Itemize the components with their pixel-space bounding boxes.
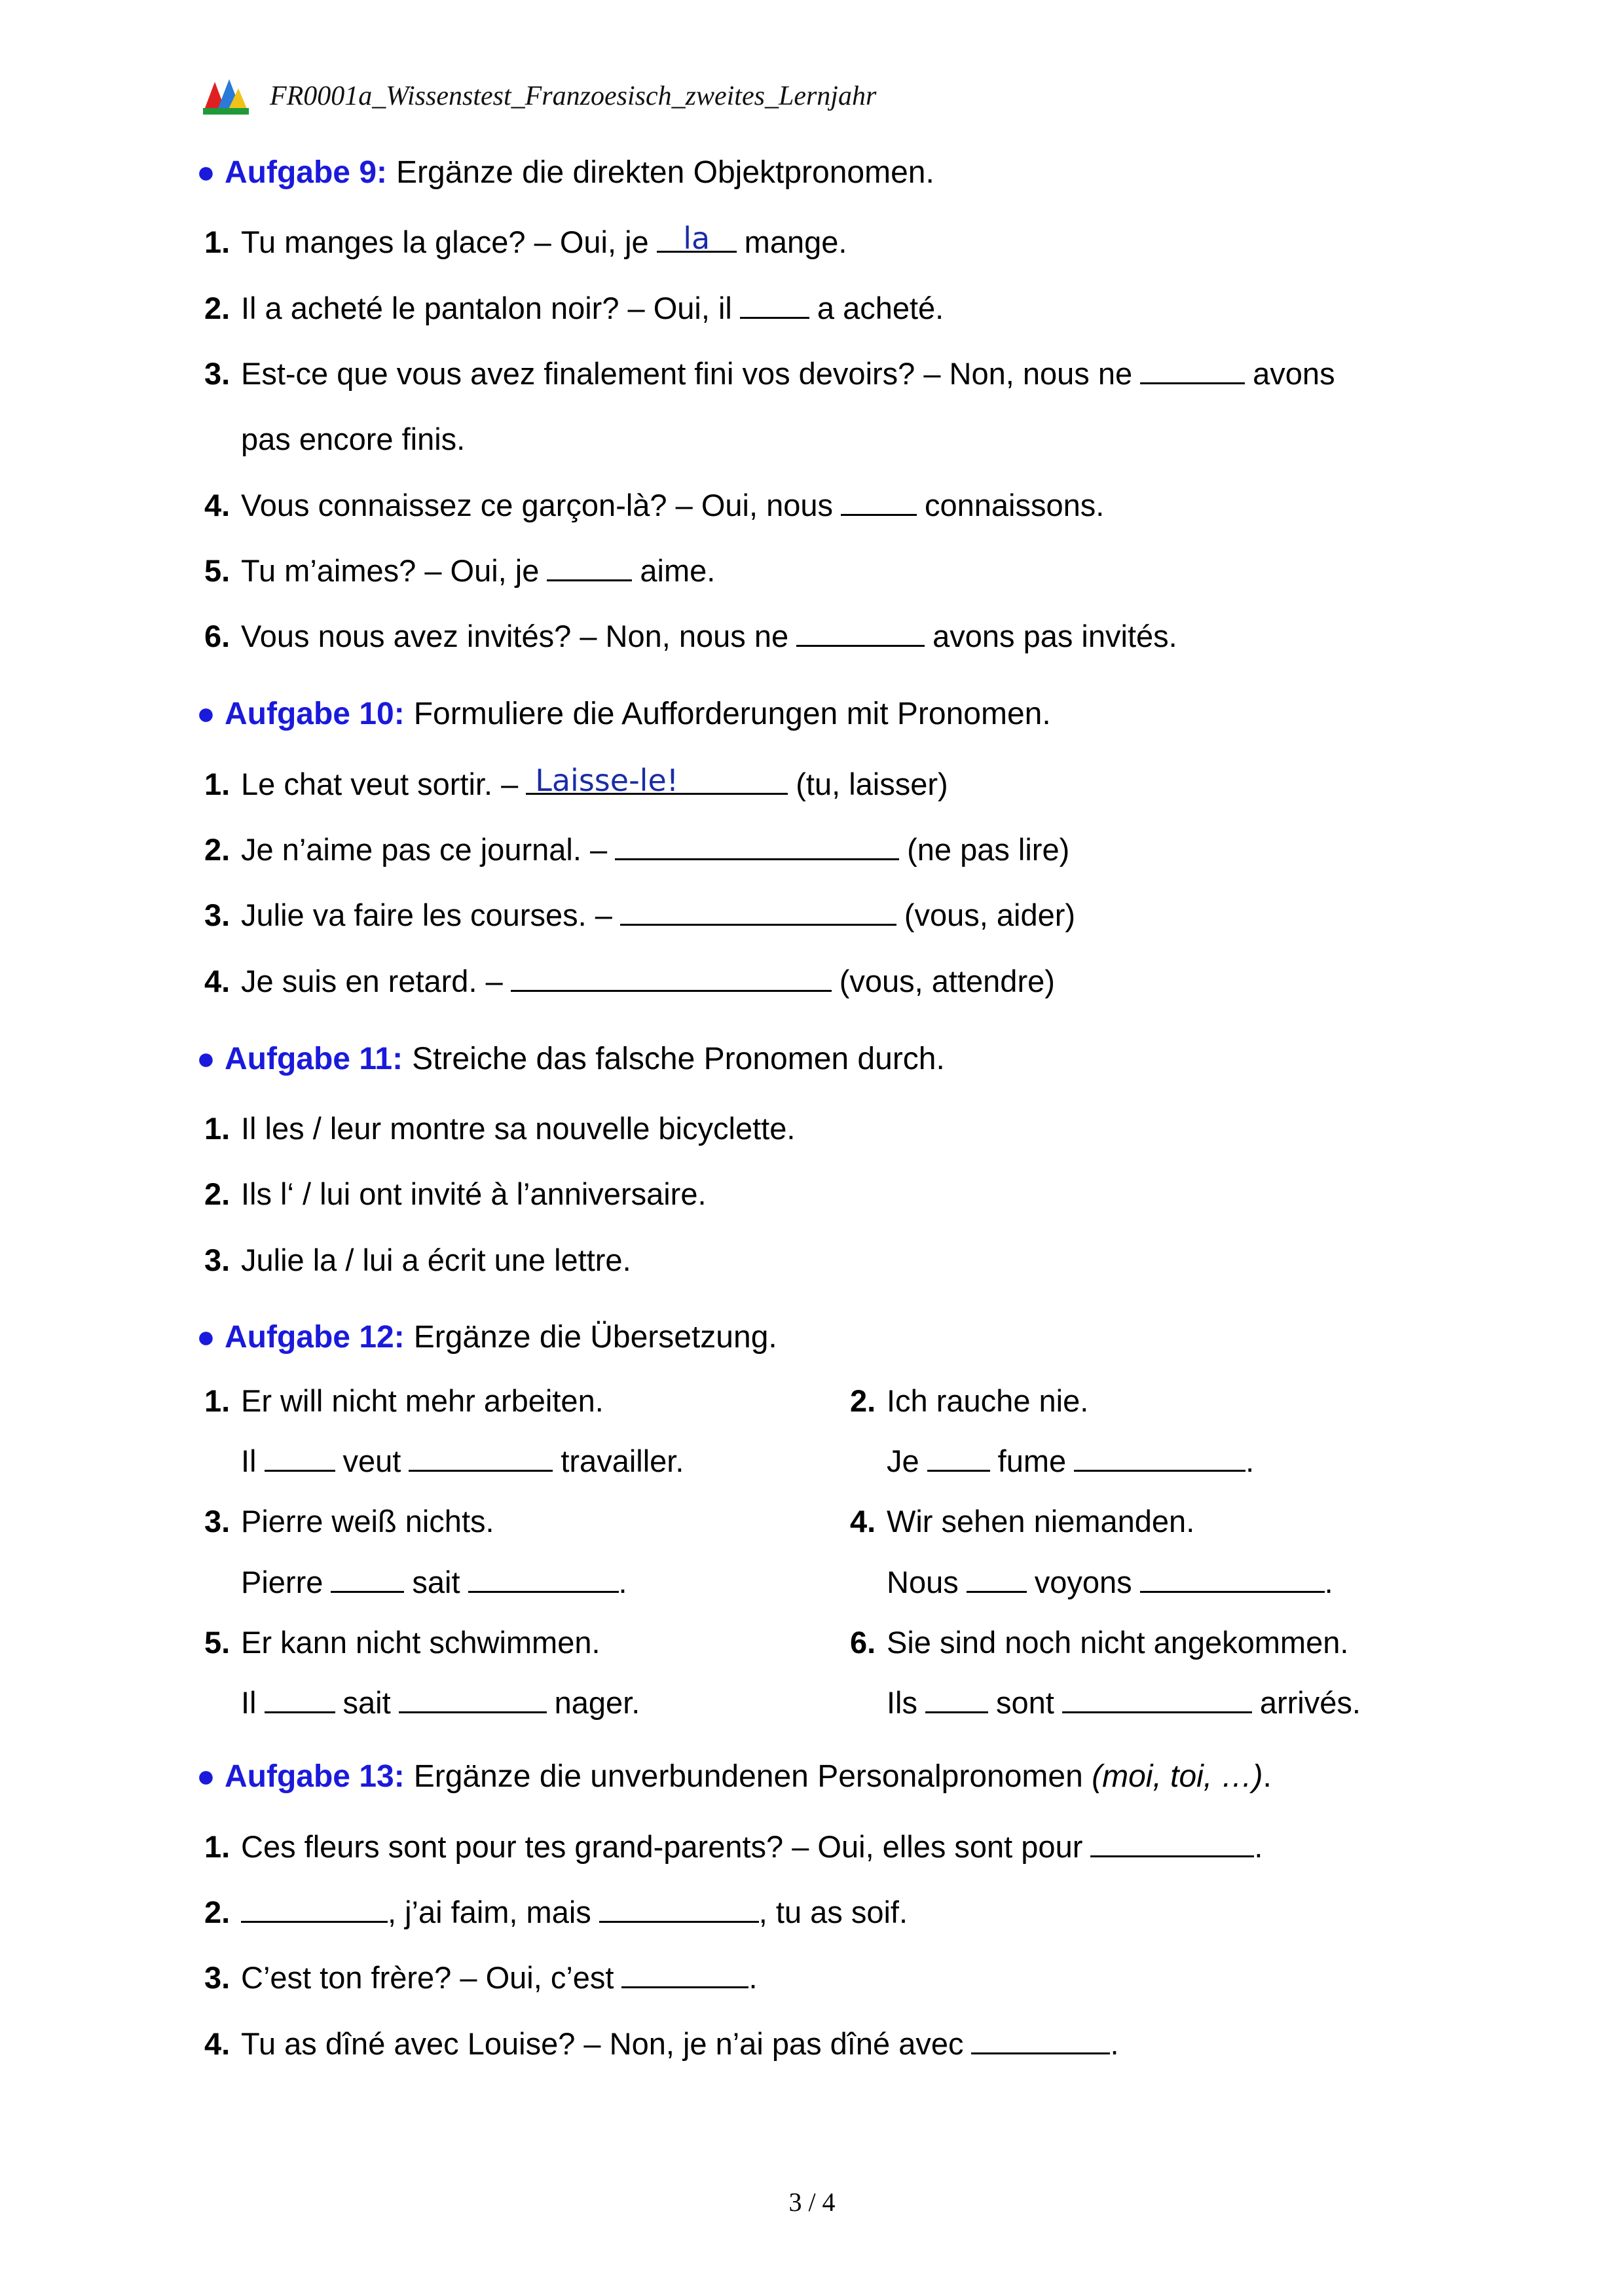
task-11-item-3: 3. Julie la / lui a écrit une lettre.: [204, 1243, 631, 1277]
answer-blank[interactable]: [526, 763, 788, 798]
task-12-item-2-german: 2. Ich rauche nie.: [850, 1383, 1089, 1418]
answer-blank[interactable]: [971, 2026, 1110, 2054]
task-12-item-5-french: Il sait nager.: [241, 1685, 640, 1720]
page-number: 3 / 4: [788, 2187, 836, 2217]
answer-blank[interactable]: [399, 1685, 547, 1713]
answer-blank[interactable]: [967, 1565, 1027, 1593]
task-9-item-2: 2. Il a acheté le pantalon noir? – Oui, il a acheté.: [204, 291, 944, 325]
answer-blank[interactable]: [1140, 356, 1245, 384]
handwritten-answer: la: [683, 221, 710, 256]
task-11-item-2: 2. Ils l‘ / lui ont invité à l’anniversaire.: [204, 1176, 707, 1211]
logo-icon: [202, 77, 250, 116]
page-header: [202, 73, 876, 119]
task-12-item-2-french: Je fume .: [887, 1444, 1255, 1478]
task-9-item-6: 6. Vous nous avez invités? – Non, nous ne avons pas invités.: [204, 619, 1177, 653]
answer-blank[interactable]: [796, 619, 925, 647]
answer-blank[interactable]: [265, 1444, 335, 1472]
answer-blank[interactable]: [1090, 1829, 1254, 1857]
answer-blank[interactable]: [265, 1685, 335, 1713]
answer-blank[interactable]: [241, 1895, 388, 1923]
answer-blank[interactable]: [927, 1444, 990, 1472]
task-12-item-3-french: Pierre sait .: [241, 1565, 627, 1599]
task-12-title: ● Aufgabe 12: Ergänze die Übersetzung.: [196, 1320, 777, 1355]
answer-blank[interactable]: [331, 1565, 404, 1593]
task-9-item-3-continued: pas encore finis.: [241, 422, 466, 456]
answer-blank[interactable]: [511, 964, 832, 992]
task-13-item-3: 3. C’est ton frère? – Oui, c’est .: [204, 1960, 758, 1995]
task-9-item-5: 5. Tu m’aimes? – Oui, je aime.: [204, 553, 716, 588]
answer-blank[interactable]: [468, 1565, 619, 1593]
task-9-item-3: 3. Est-ce que vous avez finalement fini vos devoirs? – Non, nous ne avons: [204, 356, 1335, 391]
task-12-item-1-french: Il veut travailler.: [241, 1444, 684, 1478]
task-9-item-1: 1. Tu manges la glace? – Oui, je la mange.: [204, 221, 847, 259]
task-12-item-4-french: Nous voyons .: [887, 1565, 1333, 1599]
answer-blank[interactable]: [599, 1895, 759, 1923]
task-12-item-6-german: 6. Sie sind noch nicht angekommen.: [850, 1625, 1349, 1660]
task-10-item-3: 3. Julie va faire les courses. – (vous, aider): [204, 898, 1076, 932]
answer-blank[interactable]: [547, 553, 632, 581]
task-11-title: ● Aufgabe 11: Streiche das falsche Pronomen durch.: [196, 1042, 945, 1076]
task-10-item-4: 4. Je suis en retard. – (vous, attendre): [204, 964, 1055, 998]
answer-blank[interactable]: [925, 1685, 988, 1713]
task-9-item-4: 4. Vous connaissez ce garçon-là? – Oui, nous connaissons.: [204, 488, 1105, 522]
task-12-item-6-french: Ils sont arrivés.: [887, 1685, 1361, 1720]
task-13-item-2: 2. , j’ai faim, mais , tu as soif.: [204, 1895, 908, 1929]
task-10-item-1: 1. Le chat veut sortir. – Laisse-le! (tu, laisser): [204, 763, 948, 801]
task-13-item-1: 1. Ces fleurs sont pour tes grand-parents? – Oui, elles sont pour .: [204, 1829, 1263, 1864]
task-10-item-2: 2. Je n’aime pas ce journal. – (ne pas lire): [204, 832, 1070, 867]
handwritten-answer: Laisse-le!: [535, 763, 679, 798]
document-title: FR0001a_Wissenstest_Franzoesisch_zweites_Lernjahr: [270, 81, 877, 111]
task-9-title: ● Aufgabe 9: Ergänze die direkten Objektpronomen.: [196, 155, 934, 190]
answer-blank[interactable]: [621, 1960, 748, 1988]
answer-blank[interactable]: [1140, 1565, 1325, 1593]
answer-blank[interactable]: [740, 291, 809, 319]
answer-blank[interactable]: [1074, 1444, 1246, 1472]
task-13-title: ● Aufgabe 13: Ergänze die unverbundenen Personalpronomen (moi, toi, …).: [196, 1759, 1272, 1794]
task-10-title: ● Aufgabe 10: Formuliere die Aufforderungen mit Pronomen.: [196, 697, 1051, 731]
answer-blank[interactable]: [1062, 1685, 1252, 1713]
task-12-item-1-german: 1. Er will nicht mehr arbeiten.: [204, 1383, 604, 1418]
answer-blank[interactable]: [657, 221, 737, 256]
task-13-item-4: 4. Tu as dîné avec Louise? – Non, je n’ai pas dîné avec .: [204, 2026, 1119, 2061]
task-12-item-5-german: 5. Er kann nicht schwimmen.: [204, 1625, 600, 1660]
answer-blank[interactable]: [615, 832, 899, 860]
answer-blank[interactable]: [841, 488, 917, 516]
answer-blank[interactable]: [409, 1444, 553, 1472]
answer-blank[interactable]: [620, 898, 896, 926]
task-12-item-4-german: 4. Wir sehen niemanden.: [850, 1504, 1195, 1539]
task-12-item-3-german: 3. Pierre weiß nichts.: [204, 1504, 494, 1539]
task-11-item-1: 1. Il les / leur montre sa nouvelle bicyclette.: [204, 1111, 796, 1146]
